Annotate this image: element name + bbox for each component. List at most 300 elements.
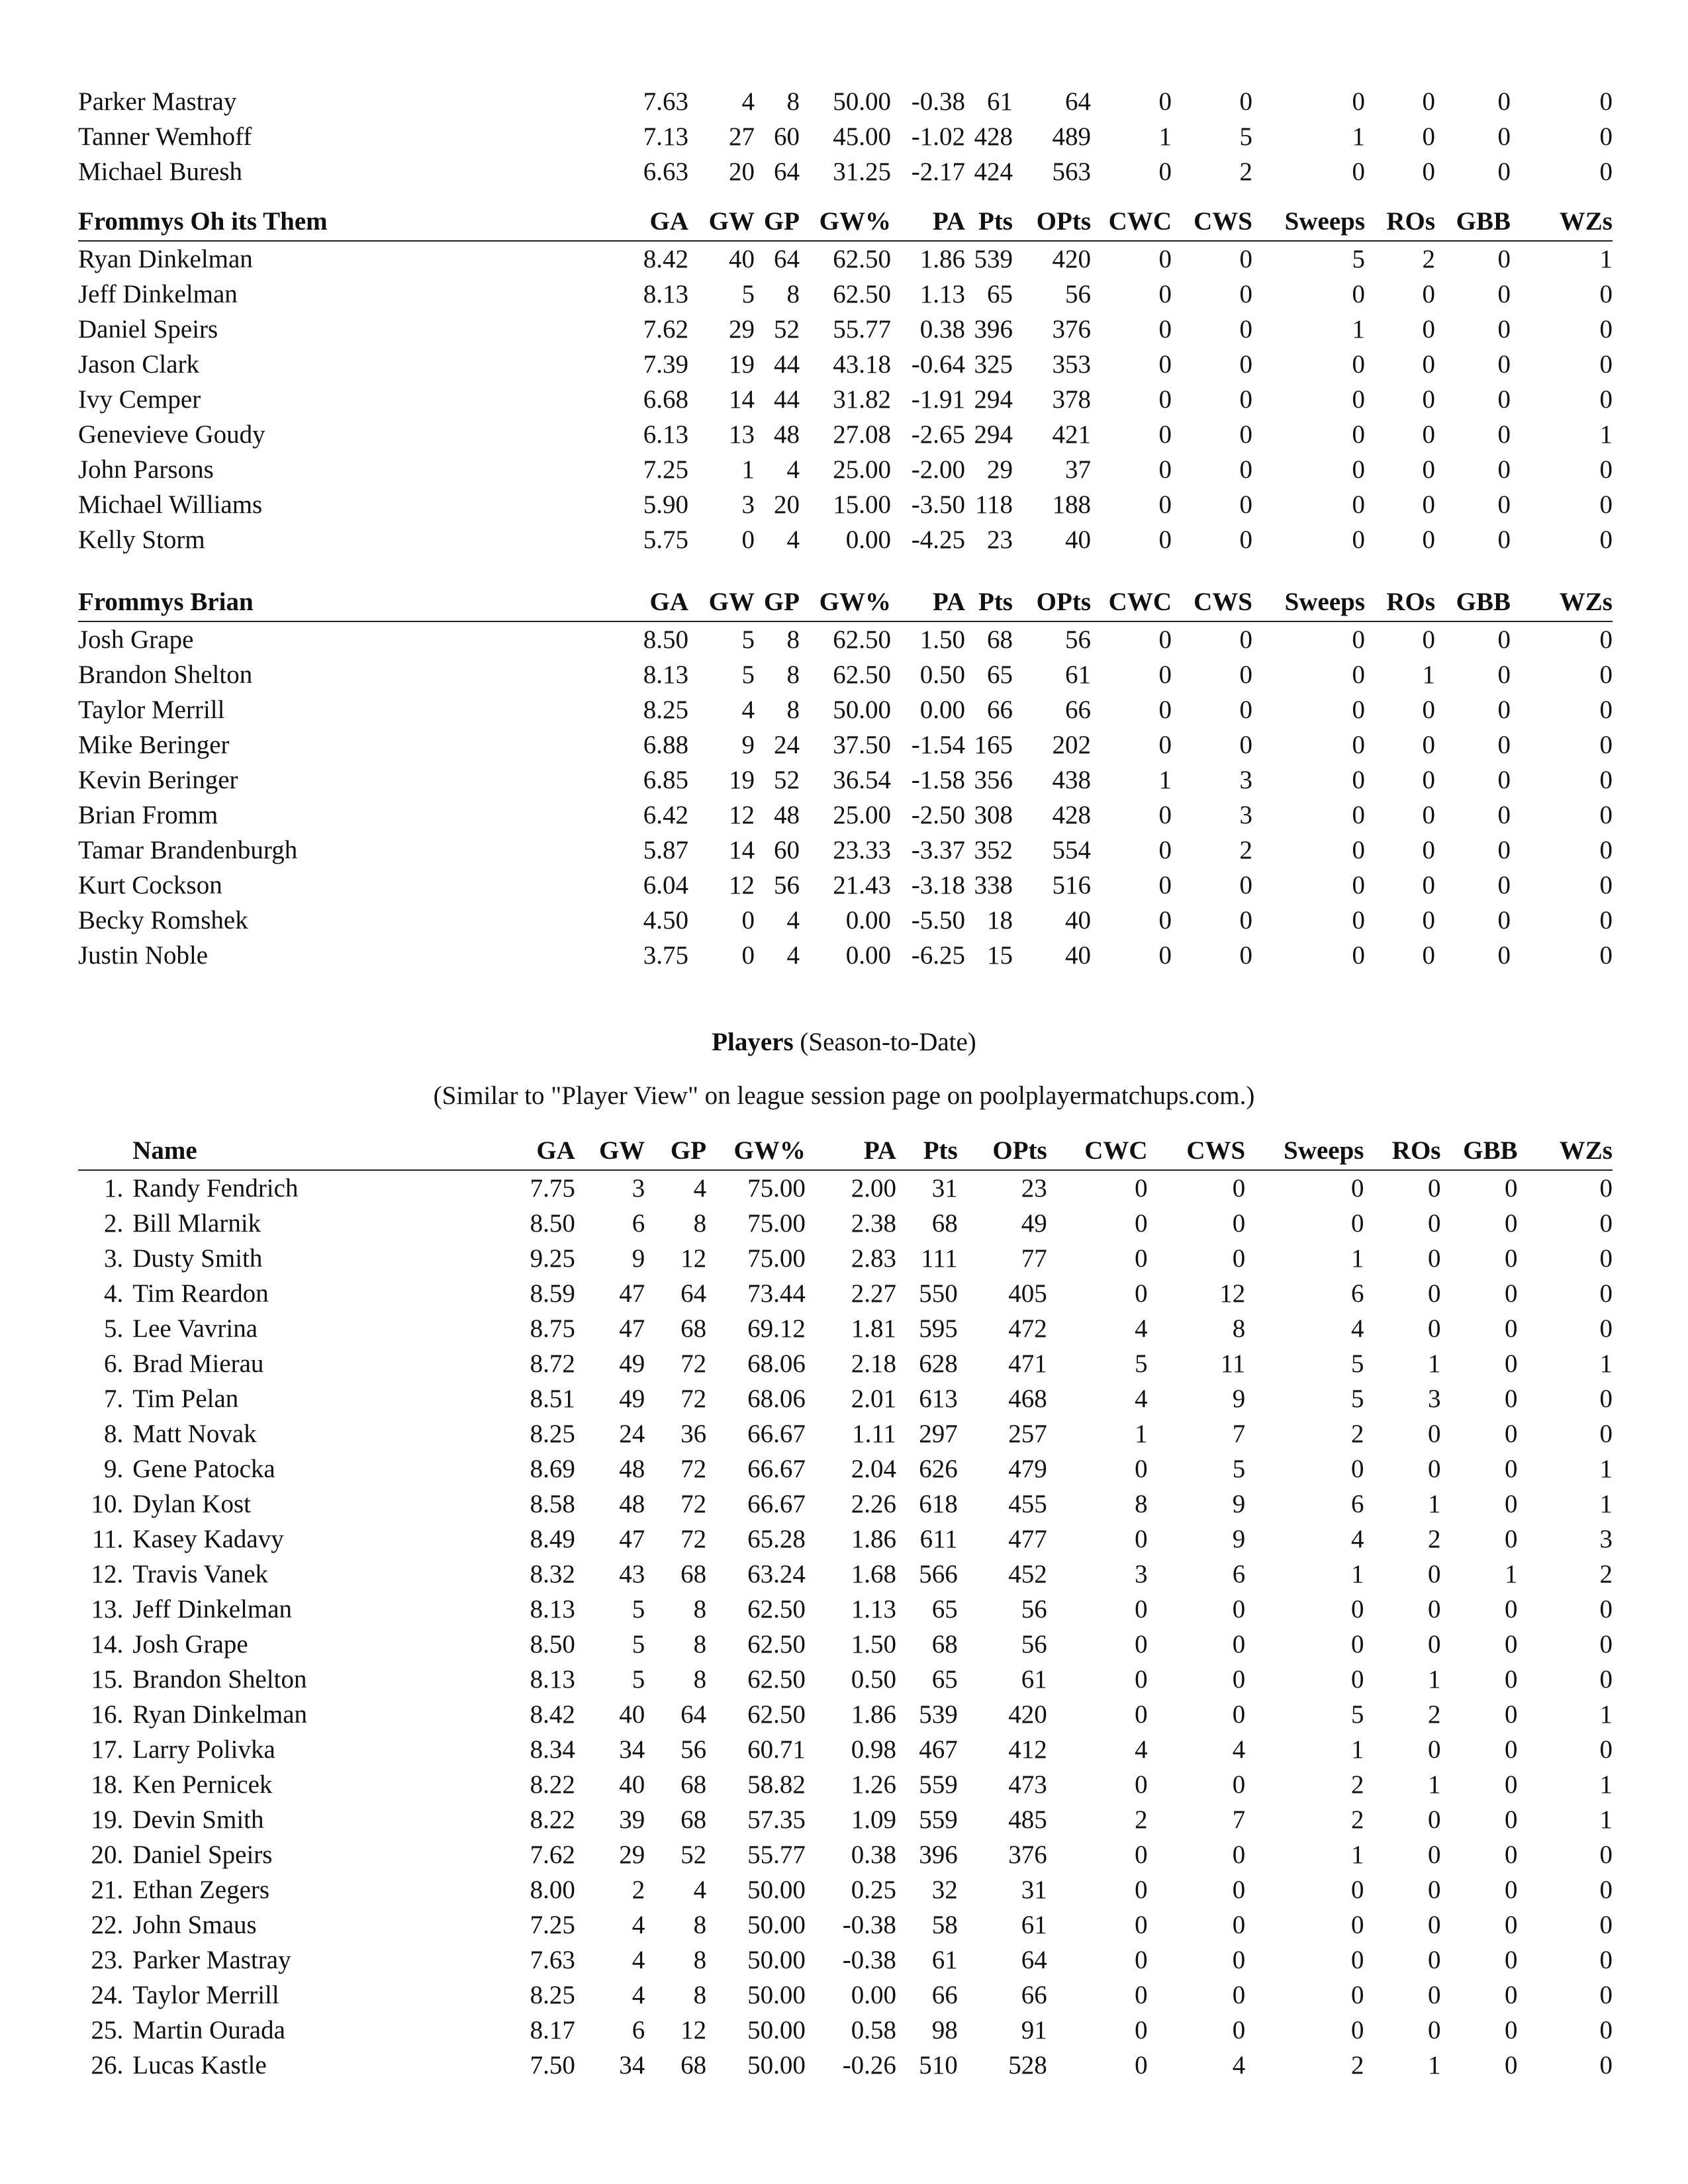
cell-ga: 5.90 [643, 490, 688, 519]
cell-gbb: 0 [1504, 2016, 1518, 2044]
row-rank: 4. [104, 1279, 124, 1308]
team-table-frommys-brian [78, 584, 1613, 973]
cell-pa: 2.27 [851, 1279, 896, 1308]
cell-gw-pct: 75.00 [747, 1174, 806, 1203]
player-name: Genevieve Goudy [78, 420, 265, 449]
cell-gp: 44 [774, 385, 800, 414]
cell-pa: -0.38 [842, 1911, 896, 1939]
cell-opts: 40 [1065, 941, 1091, 970]
cell-ros: 0 [1427, 1314, 1441, 1343]
cell-pa: 1.81 [851, 1314, 896, 1343]
cell-ga: 3.75 [643, 941, 688, 970]
row-rank: 19. [91, 1805, 124, 1834]
cell-pts: 559 [919, 1805, 958, 1834]
cell-gbb: 0 [1504, 1209, 1518, 1238]
col-gbb: GBB [1440, 1132, 1517, 1170]
cell-sweeps: 2 [1350, 1770, 1364, 1799]
player-name: Kurt Cockson [78, 871, 222, 899]
cell-ga: 8.50 [530, 1630, 575, 1659]
player-name: Daniel Speirs [132, 1841, 273, 1869]
player-name: Brian Fromm [78, 801, 218, 829]
cell-sweeps: 0 [1352, 871, 1365, 899]
cell-ros: 0 [1422, 455, 1435, 484]
cell-cwc: 1 [1135, 1420, 1148, 1448]
cell-ga: 6.63 [643, 158, 688, 186]
cell-gw-pct: 50.00 [833, 696, 891, 724]
cell-ros: 0 [1422, 836, 1435, 864]
cell-cwc: 4 [1135, 1735, 1148, 1764]
cell-cws: 7 [1232, 1805, 1246, 1834]
players-table [78, 1132, 1613, 2083]
cell-ros: 1 [1422, 660, 1435, 689]
table-row [78, 1276, 1613, 1311]
cell-wzs: 0 [1599, 158, 1613, 186]
players-section-title [0, 1027, 1688, 1057]
cell-ros: 0 [1427, 1244, 1441, 1273]
cell-cws: 2 [1239, 158, 1252, 186]
cell-opts: 66 [1021, 1981, 1047, 2009]
cell-gp: 8 [786, 660, 800, 689]
cell-gw: 3 [632, 1174, 645, 1203]
cell-gw: 4 [632, 1946, 645, 1974]
table-row [78, 1767, 1613, 1802]
cell-ros: 0 [1427, 1279, 1441, 1308]
cell-opts: 64 [1021, 1946, 1047, 1974]
cell-gw: 0 [741, 941, 755, 970]
cell-ga: 7.63 [643, 87, 688, 116]
player-name: Lucas Kastle [132, 2051, 267, 2079]
cell-gw: 24 [619, 1420, 645, 1448]
cell-gbb: 0 [1504, 1876, 1518, 1904]
cell-gw-pct: 62.50 [747, 1630, 806, 1659]
cell-wzs: 0 [1599, 1314, 1613, 1343]
table-row [78, 1522, 1613, 1557]
cell-ga: 5.87 [643, 836, 688, 864]
player-name: Ryan Dinkelman [78, 245, 253, 273]
cell-cws: 5 [1232, 1455, 1246, 1483]
cell-wzs: 0 [1599, 1209, 1613, 1238]
cell-sweeps: 0 [1350, 1665, 1364, 1694]
cell-ga: 7.62 [643, 315, 688, 343]
cell-ga: 8.13 [643, 660, 688, 689]
cell-ga: 8.50 [643, 625, 688, 654]
cell-gw: 49 [619, 1385, 645, 1413]
cell-ga: 9.25 [530, 1244, 575, 1273]
cell-wzs: 0 [1599, 836, 1613, 864]
cell-pa: -2.50 [911, 801, 965, 829]
cell-gw-pct: 62.50 [747, 1595, 806, 1623]
cell-ros: 0 [1422, 490, 1435, 519]
cell-pts: 165 [974, 731, 1013, 759]
cell-gp: 48 [774, 420, 800, 449]
cell-gbb: 0 [1504, 1630, 1518, 1659]
cell-wzs: 1 [1599, 1349, 1613, 1378]
cell-cws: 0 [1239, 941, 1252, 970]
cell-opts: 528 [1008, 2051, 1047, 2079]
cell-gbb: 0 [1497, 906, 1511, 934]
cell-wzs: 0 [1599, 350, 1613, 379]
cell-ros: 0 [1422, 941, 1435, 970]
col-cws: CWS [1148, 1132, 1246, 1170]
cell-cws: 0 [1232, 1876, 1246, 1904]
cell-pts: 566 [919, 1560, 958, 1588]
player-name: Tamar Brandenburgh [78, 836, 298, 864]
cell-sweeps: 0 [1352, 801, 1365, 829]
cell-gbb: 0 [1497, 385, 1511, 414]
cell-pts: 15 [987, 941, 1013, 970]
cell-wzs: 1 [1599, 1805, 1613, 1834]
cell-pa: -1.91 [911, 385, 965, 414]
cell-cwc: 0 [1135, 1946, 1148, 1974]
cell-ga: 8.13 [643, 280, 688, 308]
cell-opts: 376 [1052, 315, 1091, 343]
cell-ga: 8.13 [530, 1665, 575, 1694]
cell-gw: 47 [619, 1314, 645, 1343]
cell-wzs: 0 [1599, 941, 1613, 970]
cell-gw: 4 [632, 1911, 645, 1939]
col-gp: GP [755, 203, 800, 241]
col-cws: CWS [1172, 584, 1252, 621]
col-gp: GP [645, 1132, 706, 1170]
cell-cwc: 0 [1158, 871, 1172, 899]
table-row [78, 1802, 1613, 1837]
cell-gw: 5 [632, 1665, 645, 1694]
table-row [78, 382, 1613, 417]
cell-pa: -3.18 [911, 871, 965, 899]
cell-gbb: 0 [1497, 871, 1511, 899]
cell-gw-pct: 73.44 [747, 1279, 806, 1308]
cell-pa: 1.13 [919, 280, 965, 308]
cell-ros: 3 [1427, 1385, 1441, 1413]
cell-cwc: 0 [1158, 731, 1172, 759]
cell-gbb: 0 [1497, 350, 1511, 379]
cell-ga: 8.34 [530, 1735, 575, 1764]
cell-opts: 412 [1008, 1735, 1047, 1764]
cell-gp: 72 [680, 1455, 707, 1483]
cell-opts: 77 [1021, 1244, 1047, 1273]
cell-cws: 6 [1232, 1560, 1246, 1588]
cell-gbb: 0 [1497, 941, 1511, 970]
cell-ros: 0 [1422, 87, 1435, 116]
cell-wzs: 0 [1599, 625, 1613, 654]
cell-ros: 0 [1422, 280, 1435, 308]
player-name: Jeff Dinkelman [78, 280, 238, 308]
cell-ros: 0 [1427, 1946, 1441, 1974]
cell-cwc: 1 [1158, 122, 1172, 151]
cell-gbb: 0 [1504, 2051, 1518, 2079]
cell-gbb: 1 [1504, 1560, 1518, 1588]
player-name: Lee Vavrina [132, 1314, 258, 1343]
cell-gbb: 0 [1497, 420, 1511, 449]
player-name: Jeff Dinkelman [132, 1595, 293, 1623]
row-rank: 13. [91, 1595, 124, 1623]
player-name: Kasey Kadavy [132, 1525, 284, 1553]
cell-pa: -0.38 [842, 1946, 896, 1974]
cell-opts: 438 [1052, 766, 1091, 794]
cell-sweeps: 0 [1352, 525, 1365, 554]
cell-gw-pct: 62.50 [833, 625, 891, 654]
cell-sweeps: 2 [1350, 1805, 1364, 1834]
cell-ga: 8.17 [530, 2016, 575, 2044]
cell-cws: 11 [1220, 1349, 1246, 1378]
cell-opts: 61 [1021, 1911, 1047, 1939]
cell-sweeps: 5 [1350, 1700, 1364, 1729]
cell-wzs: 1 [1599, 420, 1613, 449]
cell-gbb: 0 [1497, 315, 1511, 343]
table-row [78, 868, 1613, 903]
col-cwc: CWC [1091, 584, 1172, 621]
cell-opts: 353 [1052, 350, 1091, 379]
cell-pa: 1.13 [851, 1595, 896, 1623]
cell-pts: 65 [931, 1595, 958, 1623]
cell-opts: 56 [1021, 1595, 1047, 1623]
col-gw: GW [688, 203, 755, 241]
cell-ga: 6.04 [643, 871, 688, 899]
cell-gw-pct: 50.00 [747, 1876, 806, 1904]
cell-ros: 0 [1422, 315, 1435, 343]
cell-gp: 8 [693, 1595, 707, 1623]
cell-opts: 428 [1052, 801, 1091, 829]
table-row [78, 692, 1613, 727]
cell-gw: 5 [632, 1595, 645, 1623]
cell-cwc: 0 [1135, 1279, 1148, 1308]
team-table-continued [78, 84, 1613, 189]
cell-opts: 56 [1065, 625, 1091, 654]
table-row [78, 1872, 1613, 1907]
cell-cwc: 0 [1135, 1665, 1148, 1694]
cell-ros: 0 [1422, 871, 1435, 899]
cell-pa: -1.54 [911, 731, 965, 759]
cell-gp: 8 [786, 696, 800, 724]
cell-pts: 613 [919, 1385, 958, 1413]
cell-cwc: 0 [1158, 801, 1172, 829]
cell-cwc: 0 [1158, 420, 1172, 449]
cell-ros: 0 [1427, 1841, 1441, 1869]
cell-pa: 1.68 [851, 1560, 896, 1588]
cell-cws: 0 [1232, 1209, 1246, 1238]
cell-pts: 111 [921, 1244, 958, 1273]
cell-gp: 68 [680, 1560, 707, 1588]
cell-gw-pct: 23.33 [833, 836, 891, 864]
cell-gp: 8 [693, 1665, 707, 1694]
player-name: Randy Fendrich [132, 1174, 299, 1203]
cell-wzs: 0 [1599, 280, 1613, 308]
cell-sweeps: 0 [1352, 420, 1365, 449]
cell-cws: 0 [1239, 731, 1252, 759]
cell-pa: -2.00 [911, 455, 965, 484]
cell-gbb: 0 [1504, 1385, 1518, 1413]
cell-sweeps: 5 [1352, 245, 1365, 273]
table-row [78, 522, 1613, 557]
cell-gw: 9 [741, 731, 755, 759]
cell-gw: 13 [729, 420, 755, 449]
player-name: Kevin Beringer [78, 766, 238, 794]
cell-gp: 56 [680, 1735, 707, 1764]
cell-sweeps: 0 [1350, 1911, 1364, 1939]
cell-gw-pct: 57.35 [747, 1805, 806, 1834]
col-pa: PA [891, 203, 965, 241]
cell-cws: 0 [1239, 245, 1252, 273]
col-wzs: WZs [1517, 1132, 1613, 1170]
cell-wzs: 0 [1599, 1876, 1613, 1904]
players-subtitle: (Similar to "Player View" on league session page on poolplayermatchups.com.) [433, 1081, 1255, 1110]
cell-pts: 396 [974, 315, 1013, 343]
col-ga: GA [491, 1132, 575, 1170]
table-row [78, 1346, 1613, 1381]
cell-opts: 37 [1065, 455, 1091, 484]
col-opts: OPts [1013, 203, 1091, 241]
cell-gbb: 0 [1497, 660, 1511, 689]
cell-gbb: 0 [1504, 1665, 1518, 1694]
cell-ros: 1 [1427, 1665, 1441, 1694]
cell-gw: 4 [741, 696, 755, 724]
table-row [78, 621, 1613, 657]
cell-gw: 34 [619, 1735, 645, 1764]
cell-opts: 61 [1021, 1665, 1047, 1694]
cell-gw-pct: 65.28 [747, 1525, 806, 1553]
cell-pts: 611 [919, 1525, 958, 1553]
cell-gw-pct: 50.00 [833, 87, 891, 116]
cell-pts: 510 [919, 2051, 958, 2079]
cell-opts: 56 [1021, 1630, 1047, 1659]
cell-sweeps: 0 [1350, 1174, 1364, 1203]
cell-opts: 471 [1008, 1349, 1047, 1378]
cell-gw: 0 [741, 525, 755, 554]
cell-opts: 202 [1052, 731, 1091, 759]
cell-sweeps: 0 [1352, 731, 1365, 759]
cell-sweeps: 0 [1350, 1595, 1364, 1623]
cell-gw-pct: 69.12 [747, 1314, 806, 1343]
cell-opts: 473 [1008, 1770, 1047, 1799]
cell-opts: 91 [1021, 2016, 1047, 2044]
cell-cws: 9 [1232, 1490, 1246, 1518]
cell-gw-pct: 66.67 [747, 1490, 806, 1518]
col-gw: GW [688, 584, 755, 621]
cell-opts: 61 [1065, 660, 1091, 689]
col-cws: CWS [1172, 203, 1252, 241]
col-sweeps: Sweeps [1252, 584, 1365, 621]
cell-wzs: 0 [1599, 122, 1613, 151]
row-rank: 25. [91, 2016, 124, 2044]
cell-gw: 27 [729, 122, 755, 151]
cell-opts: 40 [1065, 906, 1091, 934]
cell-ga: 8.42 [530, 1700, 575, 1729]
cell-opts: 468 [1008, 1385, 1047, 1413]
col-ros: ROs [1365, 203, 1435, 241]
cell-wzs: 0 [1599, 801, 1613, 829]
cell-opts: 405 [1008, 1279, 1047, 1308]
cell-gw: 12 [729, 871, 755, 899]
cell-opts: 49 [1021, 1209, 1047, 1238]
cell-cws: 0 [1232, 1981, 1246, 2009]
cell-pa: -2.17 [911, 158, 965, 186]
player-name: Brandon Shelton [132, 1665, 307, 1694]
cell-pa: -0.38 [911, 87, 965, 116]
cell-opts: 563 [1052, 158, 1091, 186]
cell-pts: 118 [974, 490, 1013, 519]
table-row [78, 1311, 1613, 1346]
cell-sweeps: 0 [1352, 625, 1365, 654]
table-row [78, 119, 1613, 154]
cell-ga: 6.88 [643, 731, 688, 759]
cell-pa: -5.50 [911, 906, 965, 934]
cell-sweeps: 5 [1350, 1349, 1364, 1378]
cell-gbb: 0 [1497, 731, 1511, 759]
col-gw: GW [575, 1132, 645, 1170]
col-rank [78, 1132, 132, 1170]
cell-pa: 1.86 [919, 245, 965, 273]
cell-gw-pct: 75.00 [747, 1209, 806, 1238]
cell-cwc: 0 [1135, 1455, 1148, 1483]
player-name: Daniel Speirs [78, 315, 218, 343]
player-name: Larry Polivka [132, 1735, 275, 1764]
cell-ros: 1 [1427, 1770, 1441, 1799]
cell-cwc: 0 [1158, 941, 1172, 970]
cell-wzs: 0 [1599, 1420, 1613, 1448]
players-header-row [78, 1132, 1613, 1170]
cell-cws: 0 [1232, 1244, 1246, 1273]
row-rank: 24. [91, 1981, 124, 2009]
cell-sweeps: 0 [1352, 280, 1365, 308]
player-name: Taylor Merrill [132, 1981, 279, 2009]
cell-wzs: 0 [1599, 1911, 1613, 1939]
cell-cwc: 4 [1135, 1385, 1148, 1413]
cell-cwc: 0 [1158, 490, 1172, 519]
cell-pts: 98 [931, 2016, 958, 2044]
cell-pts: 325 [974, 350, 1013, 379]
cell-pa: 1.86 [851, 1700, 896, 1729]
cell-gw-pct: 50.00 [747, 1911, 806, 1939]
player-name: Tim Pelan [132, 1385, 239, 1413]
cell-wzs: 0 [1599, 385, 1613, 414]
cell-pts: 297 [919, 1420, 958, 1448]
table-row [78, 797, 1613, 833]
cell-cwc: 0 [1158, 158, 1172, 186]
cell-sweeps: 0 [1350, 1209, 1364, 1238]
player-name: Jason Clark [78, 350, 200, 379]
cell-ros: 0 [1427, 1560, 1441, 1588]
cell-gw: 6 [632, 1209, 645, 1238]
cell-gp: 68 [680, 1314, 707, 1343]
cell-gp: 4 [693, 1876, 707, 1904]
table-row [78, 452, 1613, 487]
cell-gw: 5 [741, 280, 755, 308]
cell-gw-pct: 31.82 [833, 385, 891, 414]
row-rank: 20. [91, 1841, 124, 1869]
cell-cws: 4 [1232, 2051, 1246, 2079]
table-row [78, 1837, 1613, 1872]
cell-sweeps: 2 [1350, 2051, 1364, 2079]
cell-opts: 554 [1052, 836, 1091, 864]
cell-cws: 0 [1239, 280, 1252, 308]
cell-wzs: 0 [1599, 660, 1613, 689]
table-row [78, 1170, 1613, 1206]
cell-gbb: 0 [1497, 87, 1511, 116]
table-row [78, 241, 1613, 277]
cell-opts: 40 [1065, 525, 1091, 554]
cell-ga: 6.42 [643, 801, 688, 829]
cell-gbb: 0 [1504, 1841, 1518, 1869]
row-rank: 26. [91, 2051, 124, 2079]
cell-pts: 618 [919, 1490, 958, 1518]
cell-ros: 0 [1422, 625, 1435, 654]
cell-sweeps: 1 [1350, 1735, 1364, 1764]
row-rank: 22. [91, 1911, 124, 1939]
cell-pts: 29 [987, 455, 1013, 484]
cell-ros: 0 [1427, 1630, 1441, 1659]
cell-gbb: 0 [1504, 1279, 1518, 1308]
cell-wzs: 0 [1599, 1630, 1613, 1659]
